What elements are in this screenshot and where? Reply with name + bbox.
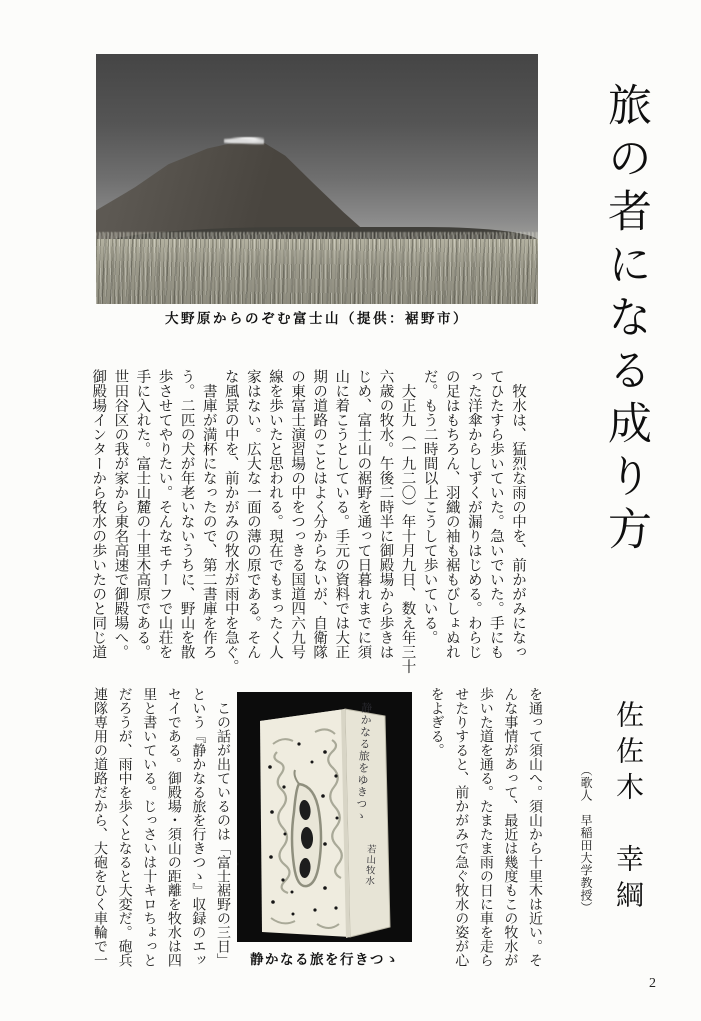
text-column: 大正九（一九二〇）年十月九日、数え年三十 [399, 369, 416, 674]
text-column: この話が出ているのは「富士裾野の三日」 [215, 687, 230, 967]
text-column: った洋傘からしずくが漏りはじめる。わらじ [465, 369, 482, 659]
fuji-photo-caption: 大野原からのぞむ富士山（提供：裾野市） [165, 311, 469, 326]
page-number: 2 [649, 976, 656, 991]
text-column: の東富士演習場の中をつっきる国道四六九号 [289, 369, 306, 659]
text-column: 六歳の牧水。午後二時半に御殿場から歩きは [377, 369, 394, 659]
text-column: だ。もう二時間以上こうして歩いている。 [421, 369, 438, 645]
text-column: 線を歩いたと思われる。現在でもまったく人 [266, 369, 283, 659]
text-column: 手に入れた。富士山麓の十里木高原である。 [134, 369, 151, 659]
text-column: 期の道路のことはよく分からないが、自衛隊 [311, 369, 328, 659]
fuji-photo [96, 54, 538, 304]
text-column: 山に着こうとしている。手元の資料では大正 [333, 369, 350, 659]
text-column: 世田谷区の我が家から東名高速で御殿場へ。 [112, 369, 129, 659]
text-column: 家はない。広大な一面の薄の原である。そん [244, 369, 261, 659]
fuji-snow-patches [224, 137, 264, 145]
body-text-block-3 [86, 687, 234, 979]
text-column: じめ、富士山の裾野を通って日暮れまでに須 [355, 369, 372, 659]
body-text-block-1 [86, 369, 529, 675]
text-column: だろうが、雨中を歩くとなると大変だ。砲兵 [116, 687, 132, 967]
book-photo [237, 692, 412, 942]
text-column: 牧水は、猛烈な雨の中を、前かがみになっ [510, 369, 526, 659]
text-column: の足はもちろん、羽織の袖も裾もびしょぬれ [443, 369, 460, 659]
book-spine-title: 静かなる旅をゆきつゝ [353, 701, 373, 823]
text-column: 書庫が満杯になったので、第二書庫を作ろ [200, 369, 217, 659]
text-column: という『静かなる旅を行きつゝ』収録のエッ [190, 687, 206, 967]
author-name: 佐佐木 幸綱 [612, 700, 643, 916]
book-spine-author: 若山牧水 [362, 843, 376, 887]
text-column: 連隊専用の道路だから、大砲をひく車輪で一 [92, 687, 108, 967]
article-title: 旅の者になる成り方 [601, 82, 650, 559]
text-column: う。二匹の犬が年老いないうちに、野山を散 [178, 369, 195, 659]
text-column: てひたすら歩いていた。急いでいた。手にも [487, 369, 504, 659]
text-column: 歩させてやりたい。そんなモチーフで山荘を [156, 369, 173, 659]
text-column: せたりすると、前かがみで急ぐ牧水の姿が心 [453, 687, 469, 967]
text-column: を通って須山へ。須山から十里木は近い。そ [527, 687, 542, 967]
text-column: 御殿場インターから牧水の歩いたのと同じ道 [90, 369, 107, 659]
author-affiliation: （歌人 早稲田大学教授） [579, 764, 593, 914]
grass-field [96, 239, 538, 304]
body-text-block-2 [422, 687, 546, 979]
text-column: セイである。御殿場・須山の距離を牧水は四 [165, 687, 181, 967]
text-column: 里と書いている。じっさいは十キロちょっと [141, 687, 157, 967]
text-column: 歩いた道を通る。たまたま雨の日に車を走ら [477, 687, 493, 967]
text-column: んな事情があって、最近は幾度もこの牧水が [502, 687, 518, 967]
text-column: をよぎる。 [428, 687, 444, 757]
text-column: な風景の中を、前かがみの牧水が雨中を急ぐ。 [222, 369, 239, 674]
book-photo-caption: 静かなる旅を行きつゝ [250, 952, 400, 967]
book-cover-illustration [237, 692, 412, 942]
